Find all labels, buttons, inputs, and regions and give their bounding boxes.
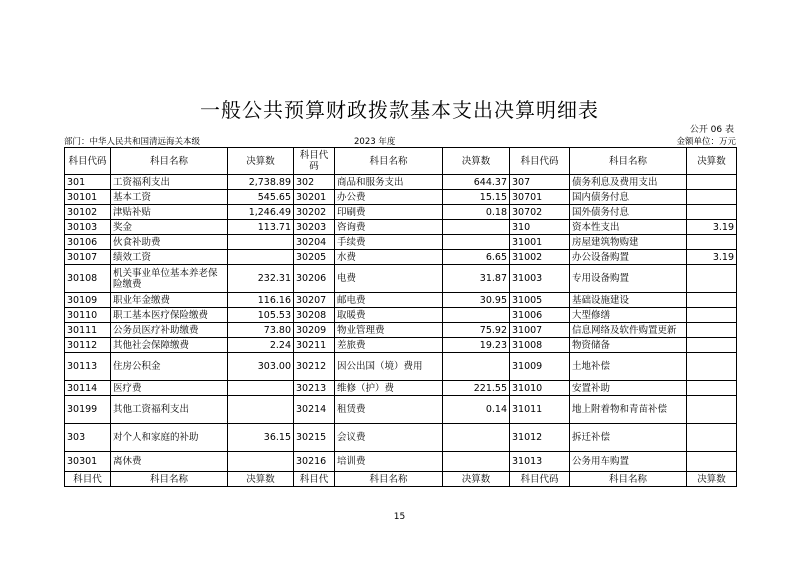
- amount-cell: 3.19: [687, 220, 737, 235]
- amount-cell: [443, 308, 510, 323]
- item-name-cell: 离休费: [111, 452, 228, 472]
- amount-cell: 36.15: [228, 424, 294, 452]
- amount-cell: 73.80: [228, 323, 294, 338]
- table-header-row: [65, 148, 737, 175]
- item-code-cell: 31011: [510, 396, 570, 424]
- column-header: 科目名称: [570, 148, 687, 175]
- footer-header: 决算数: [443, 472, 510, 487]
- item-name-cell: 医疗费: [111, 381, 228, 396]
- item-code-cell: 307: [510, 175, 570, 190]
- item-code-cell: 30112: [65, 338, 111, 353]
- item-code-cell: 30109: [65, 293, 111, 308]
- item-name-cell: 公务用车购置: [570, 452, 687, 472]
- item-name-cell: 机关事业单位基本养老保险缴费: [111, 265, 228, 293]
- amount-cell: [687, 190, 737, 205]
- item-code-cell: 30102: [65, 205, 111, 220]
- amount-cell: 116.16: [228, 293, 294, 308]
- item-name-cell: 对个人和家庭的补助: [111, 424, 228, 452]
- footer-header: 决算数: [228, 472, 294, 487]
- item-name-cell: 电费: [335, 265, 443, 293]
- amount-cell: 303.00: [228, 353, 294, 381]
- item-code-cell: 30111: [65, 323, 111, 338]
- item-code-cell: 30301: [65, 452, 111, 472]
- item-code-cell: 30212: [294, 353, 335, 381]
- amount-cell: [443, 424, 510, 452]
- table-row: [65, 250, 737, 265]
- column-header: 决算数: [687, 148, 737, 175]
- item-code-cell: 30213: [294, 381, 335, 396]
- item-code-cell: 30103: [65, 220, 111, 235]
- amount-cell: 15.15: [443, 190, 510, 205]
- amount-cell: 113.71: [228, 220, 294, 235]
- item-name-cell: 基础设施建设: [570, 293, 687, 308]
- item-name-cell: 因公出国（境）费用: [335, 353, 443, 381]
- column-header: 科目代码: [65, 148, 111, 175]
- amount-cell: [228, 381, 294, 396]
- item-name-cell: 基本工资: [111, 190, 228, 205]
- table-row: [65, 396, 737, 424]
- item-name-cell: 职工基本医疗保险缴费: [111, 308, 228, 323]
- amount-cell: 3.19: [687, 250, 737, 265]
- table-row: [65, 308, 737, 323]
- item-name-cell: 取暖费: [335, 308, 443, 323]
- item-name-cell: 会议费: [335, 424, 443, 452]
- amount-cell: [687, 235, 737, 250]
- amount-cell: 30.95: [443, 293, 510, 308]
- item-code-cell: 30106: [65, 235, 111, 250]
- item-code-cell: 30702: [510, 205, 570, 220]
- item-name-cell: 租赁费: [335, 396, 443, 424]
- item-code-cell: 31002: [510, 250, 570, 265]
- amount-cell: [687, 396, 737, 424]
- item-code-cell: 310: [510, 220, 570, 235]
- amount-cell: [687, 452, 737, 472]
- item-name-cell: 商品和服务支出: [335, 175, 443, 190]
- amount-cell: 2,738.89: [228, 175, 294, 190]
- item-code-cell: 30110: [65, 308, 111, 323]
- item-code-cell: 31006: [510, 308, 570, 323]
- amount-cell: [687, 205, 737, 220]
- item-code-cell: 30206: [294, 265, 335, 293]
- item-code-cell: 31007: [510, 323, 570, 338]
- amount-cell: 105.53: [228, 308, 294, 323]
- table-footer-row: [65, 472, 737, 487]
- item-code-cell: 30204: [294, 235, 335, 250]
- item-code-cell: 30205: [294, 250, 335, 265]
- item-code-cell: 30215: [294, 424, 335, 452]
- table-row: [65, 338, 737, 353]
- amount-cell: 221.55: [443, 381, 510, 396]
- amount-cell: 19.23: [443, 338, 510, 353]
- item-name-cell: 职业年金缴费: [111, 293, 228, 308]
- amount-cell: [687, 424, 737, 452]
- item-code-cell: 31012: [510, 424, 570, 452]
- footer-header: 科目代码: [510, 472, 570, 487]
- table-row: [65, 265, 737, 293]
- column-header: 决算数: [228, 148, 294, 175]
- item-code-cell: 30108: [65, 265, 111, 293]
- amount-cell: [687, 293, 737, 308]
- amount-cell: [443, 220, 510, 235]
- item-name-cell: 维修（护）费: [335, 381, 443, 396]
- item-code-cell: 30216: [294, 452, 335, 472]
- table-row: [65, 293, 737, 308]
- item-name-cell: 安置补助: [570, 381, 687, 396]
- item-name-cell: 办公设备购置: [570, 250, 687, 265]
- item-name-cell: 水费: [335, 250, 443, 265]
- item-name-cell: 信息网络及软件购置更新: [570, 323, 687, 338]
- table-row: [65, 220, 737, 235]
- amount-cell: [443, 452, 510, 472]
- column-header: 科目名称: [335, 148, 443, 175]
- item-name-cell: 邮电费: [335, 293, 443, 308]
- amount-cell: [687, 338, 737, 353]
- item-name-cell: 咨询费: [335, 220, 443, 235]
- item-code-cell: 31013: [510, 452, 570, 472]
- footer-header: 科目名称: [335, 472, 443, 487]
- table-row: [65, 235, 737, 250]
- item-name-cell: 培训费: [335, 452, 443, 472]
- amount-cell: [687, 381, 737, 396]
- department-label: 部门：中华人民共和国清远海关本级: [64, 137, 201, 147]
- item-name-cell: 手续费: [335, 235, 443, 250]
- item-code-cell: 302: [294, 175, 335, 190]
- item-name-cell: 差旅费: [335, 338, 443, 353]
- table-row: [65, 323, 737, 338]
- item-code-cell: 31005: [510, 293, 570, 308]
- amount-cell: 75.92: [443, 323, 510, 338]
- table-row: [65, 175, 737, 190]
- meta-row: [64, 135, 736, 147]
- amount-cell: [443, 235, 510, 250]
- item-name-cell: 公务员医疗补助缴费: [111, 323, 228, 338]
- amount-cell: 0.14: [443, 396, 510, 424]
- item-code-cell: 30211: [294, 338, 335, 353]
- page-title: 一般公共预算财政拨款基本支出决算明细表: [200, 98, 599, 122]
- item-name-cell: 物业管理费: [335, 323, 443, 338]
- table-row: [65, 452, 737, 472]
- item-name-cell: 奖金: [111, 220, 228, 235]
- amount-cell: 232.31: [228, 265, 294, 293]
- item-code-cell: 30113: [65, 353, 111, 381]
- footer-header: 科目名称: [570, 472, 687, 487]
- amount-cell: 0.18: [443, 205, 510, 220]
- amount-cell: [687, 265, 737, 293]
- item-code-cell: 301: [65, 175, 111, 190]
- item-code-cell: 30203: [294, 220, 335, 235]
- item-name-cell: 办公费: [335, 190, 443, 205]
- item-code-cell: 30209: [294, 323, 335, 338]
- item-name-cell: 其他社会保障缴费: [111, 338, 228, 353]
- item-code-cell: 31008: [510, 338, 570, 353]
- amount-cell: 2.24: [228, 338, 294, 353]
- item-code-cell: 30207: [294, 293, 335, 308]
- item-name-cell: 津贴补贴: [111, 205, 228, 220]
- table-row: [65, 353, 737, 381]
- amount-cell: 644.37: [443, 175, 510, 190]
- column-header: 决算数: [443, 148, 510, 175]
- table-row: [65, 381, 737, 396]
- item-code-cell: 30202: [294, 205, 335, 220]
- column-header: 科目代码: [510, 148, 570, 175]
- item-code-cell: 31001: [510, 235, 570, 250]
- amount-cell: 545.65: [228, 190, 294, 205]
- item-code-cell: 31010: [510, 381, 570, 396]
- item-name-cell: 住房公积金: [111, 353, 228, 381]
- item-code-cell: 30107: [65, 250, 111, 265]
- item-name-cell: 印刷费: [335, 205, 443, 220]
- item-code-cell: 31009: [510, 353, 570, 381]
- footer-header: 科目名称: [111, 472, 228, 487]
- amount-cell: [228, 452, 294, 472]
- item-name-cell: 地上附着物和青苗补偿: [570, 396, 687, 424]
- item-name-cell: 国内债务付息: [570, 190, 687, 205]
- item-code-cell: 30201: [294, 190, 335, 205]
- page-number: 15: [393, 512, 406, 522]
- item-code-cell: 30701: [510, 190, 570, 205]
- amount-cell: [687, 323, 737, 338]
- column-header: 科目代码: [294, 148, 335, 175]
- item-code-cell: 30101: [65, 190, 111, 205]
- amount-cell: [443, 353, 510, 381]
- item-name-cell: 房屋建筑物购建: [570, 235, 687, 250]
- footer-header: 科目代: [294, 472, 335, 487]
- amount-cell: [228, 235, 294, 250]
- item-name-cell: 土地补偿: [570, 353, 687, 381]
- item-code-cell: 30199: [65, 396, 111, 424]
- unit-label: 金额单位：万元: [676, 137, 736, 147]
- table-row: [65, 190, 737, 205]
- amount-cell: [687, 353, 737, 381]
- year-label: 2023 年度: [354, 137, 396, 147]
- item-name-cell: 物资储备: [570, 338, 687, 353]
- item-name-cell: 工资福利支出: [111, 175, 228, 190]
- item-code-cell: 303: [65, 424, 111, 452]
- column-header: 科目名称: [111, 148, 228, 175]
- item-name-cell: 拆迁补偿: [570, 424, 687, 452]
- amount-cell: [687, 308, 737, 323]
- amount-cell: 6.65: [443, 250, 510, 265]
- footer-header: 决算数: [687, 472, 737, 487]
- item-code-cell: 30214: [294, 396, 335, 424]
- footer-header: 科目代: [65, 472, 111, 487]
- item-name-cell: 绩效工资: [111, 250, 228, 265]
- table-number: 公开 06 表: [689, 125, 734, 135]
- table-row: [65, 424, 737, 452]
- item-name-cell: 专用设备购置: [570, 265, 687, 293]
- item-name-cell: 其他工资福利支出: [111, 396, 228, 424]
- amount-cell: 1,246.49: [228, 205, 294, 220]
- amount-cell: [228, 250, 294, 265]
- expenditure-table: [64, 147, 737, 487]
- item-name-cell: 伙食补助费: [111, 235, 228, 250]
- item-name-cell: 债务利息及费用支出: [570, 175, 687, 190]
- amount-cell: 31.87: [443, 265, 510, 293]
- item-code-cell: 30114: [65, 381, 111, 396]
- table-row: [65, 205, 737, 220]
- amount-cell: [228, 396, 294, 424]
- amount-cell: [687, 175, 737, 190]
- item-code-cell: 30208: [294, 308, 335, 323]
- item-name-cell: 资本性支出: [570, 220, 687, 235]
- item-name-cell: 国外债务付息: [570, 205, 687, 220]
- item-code-cell: 31003: [510, 265, 570, 293]
- item-name-cell: 大型修缮: [570, 308, 687, 323]
